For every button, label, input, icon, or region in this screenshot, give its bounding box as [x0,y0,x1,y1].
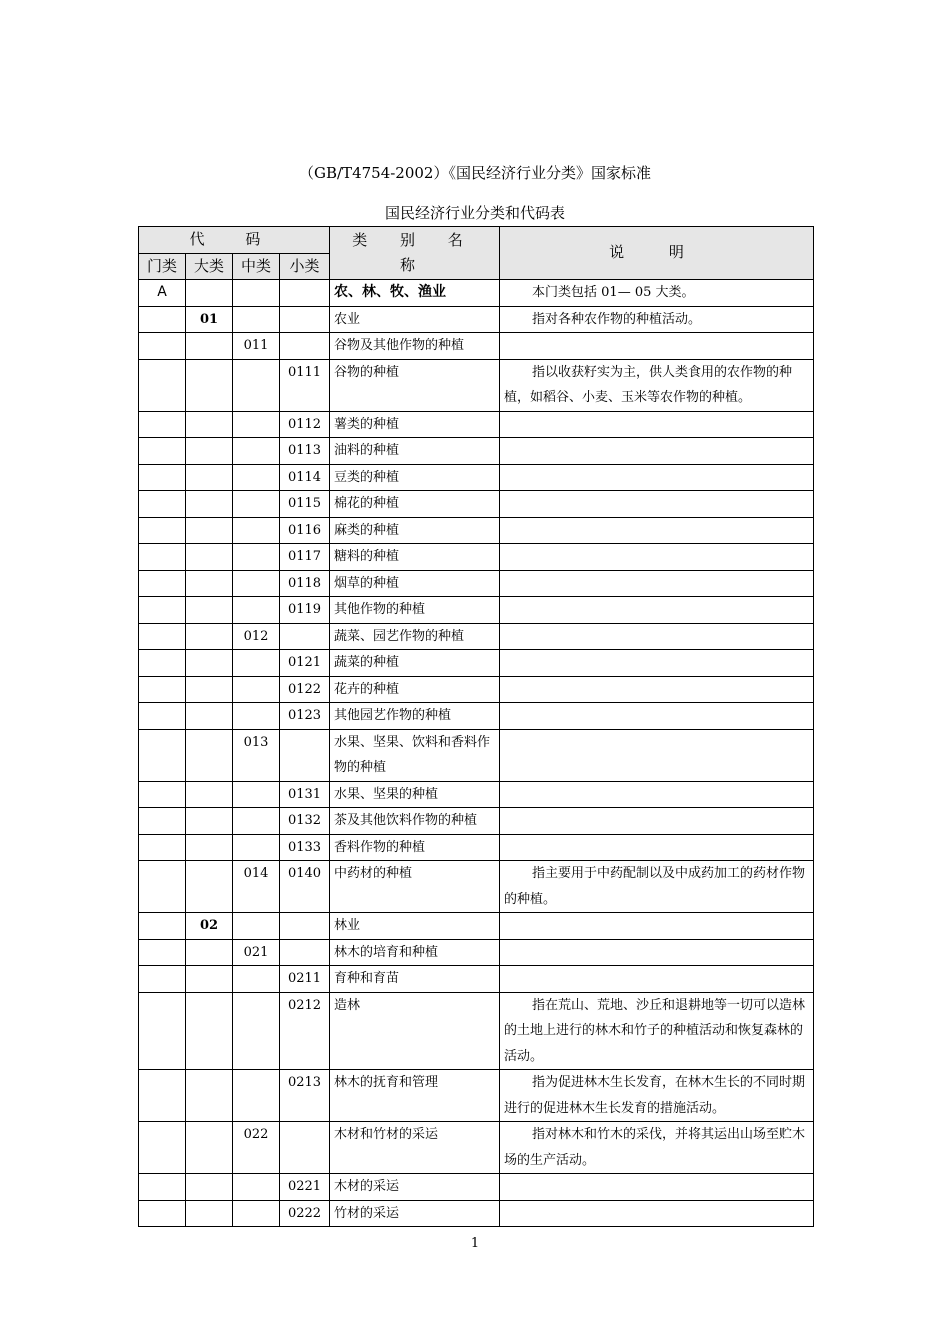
minor-code-cell: 0116 [280,517,330,544]
major-code-cell [186,570,233,597]
table-row [139,1200,814,1227]
table-row [139,992,814,1070]
gate-code-cell [139,1070,186,1122]
table-row [139,1122,814,1174]
gate-code-cell [139,623,186,650]
gate-code-cell [139,808,186,835]
description-text [504,655,532,670]
page-number: 1 [470,1236,480,1251]
minor-code-cell: 0222 [280,1200,330,1227]
gate-code-cell [139,781,186,808]
description-cell [500,703,814,730]
minor-code-cell [280,280,330,307]
major-code-cell [186,650,233,677]
category-name-cell: 其他作物的种植 [330,597,500,624]
description-cell [500,517,814,544]
minor-code-cell [280,939,330,966]
description-cell [500,280,814,307]
gate-code-cell [139,544,186,571]
major-code-cell [186,808,233,835]
table-row [139,491,814,518]
category-name-cell: 麻类的种植 [330,517,500,544]
table-row [139,597,814,624]
gate-code-cell [139,992,186,1070]
major-code-cell [186,411,233,438]
description-text [504,496,532,511]
gate-code-cell [139,966,186,993]
description-text [504,470,532,485]
category-name-cell: 林木的抚育和管理 [330,1070,500,1122]
gate-code-cell [139,464,186,491]
category-name-cell: 谷物及其他作物的种植 [330,333,500,360]
header-description: 说 明 [500,227,814,280]
gate-code-cell [139,570,186,597]
table-row [139,464,814,491]
category-name-cell: 农、林、牧、渔业 [330,280,500,307]
medium-code-cell [233,781,280,808]
description-text: 指主要用于中药配制以及中成药加工的药材作物的种植。 [504,866,806,907]
description-text [504,840,532,855]
description-cell [500,597,814,624]
description-text [504,443,532,458]
gate-code-cell [139,939,186,966]
table-row [139,411,814,438]
gate-code-cell [139,729,186,781]
medium-code-cell [233,570,280,597]
medium-code-cell [233,359,280,411]
medium-code-cell [233,1200,280,1227]
gate-code-cell: A [139,280,186,307]
gate-code-cell [139,913,186,940]
description-text: 指对各种农作物的种植活动。 [532,311,702,327]
minor-code-cell [280,623,330,650]
gate-code-cell [139,650,186,677]
description-text [504,417,532,432]
category-name-cell: 茶及其他饮料作物的种植 [330,808,500,835]
minor-code-cell: 0211 [280,966,330,993]
minor-code-cell: 0140 [280,861,330,913]
table-row [139,438,814,465]
description-cell [500,411,814,438]
medium-code-cell: 014 [233,861,280,913]
medium-code-cell [233,411,280,438]
medium-code-cell [233,597,280,624]
minor-code-cell: 0132 [280,808,330,835]
medium-code-cell [233,966,280,993]
major-code-cell [186,1200,233,1227]
description-cell [500,992,814,1070]
gate-code-cell [139,306,186,333]
category-name-cell: 烟草的种植 [330,570,500,597]
table-row [139,913,814,940]
header-xiao: 小类 [280,253,330,280]
table-body [139,280,814,1227]
description-cell [500,781,814,808]
description-cell [500,834,814,861]
description-cell [500,438,814,465]
major-code-cell [186,491,233,518]
medium-code-cell [233,992,280,1070]
medium-code-cell [233,438,280,465]
category-name-cell: 水果、坚果的种植 [330,781,500,808]
description-cell [500,623,814,650]
major-code-cell [186,544,233,571]
major-code-cell [186,703,233,730]
minor-code-cell: 0111 [280,359,330,411]
major-code-cell [186,1174,233,1201]
major-code-cell [186,280,233,307]
major-code-cell [186,333,233,360]
major-code-cell: 02 [186,913,233,940]
category-name-cell: 木材和竹材的采运 [330,1122,500,1174]
medium-code-cell [233,1174,280,1201]
medium-code-cell [233,464,280,491]
minor-code-cell: 0117 [280,544,330,571]
description-cell [500,491,814,518]
description-text [504,971,532,986]
description-text [504,1206,532,1221]
description-cell [500,333,814,360]
medium-code-cell: 021 [233,939,280,966]
medium-code-cell [233,1070,280,1122]
header-category-name: 类 别 名 称 [330,227,500,280]
category-name-cell: 育种和育苗 [330,966,500,993]
category-name-cell: 豆类的种植 [330,464,500,491]
medium-code-cell: 022 [233,1122,280,1174]
gate-code-cell [139,1174,186,1201]
description-cell [500,861,814,913]
category-name-cell: 棉花的种植 [330,491,500,518]
minor-code-cell: 0123 [280,703,330,730]
description-text [504,549,532,564]
description-cell [500,306,814,333]
header-zhong: 中类 [233,253,280,280]
category-name-cell: 水果、坚果、饮料和香料作物的种植 [330,729,500,781]
description-text: 指对林木和竹木的采伐，并将其运出山场至贮木场的生产活动。 [504,1127,806,1168]
major-code-cell [186,861,233,913]
table-row [139,570,814,597]
category-name-cell: 其他园艺作物的种植 [330,703,500,730]
table-row [139,1070,814,1122]
description-text [504,735,532,750]
table-row [139,676,814,703]
description-text: 指以收获籽实为主，供人类食用的农作物的种植，如稻谷、小麦、玉米等农作物的种植。 [504,364,793,405]
minor-code-cell: 0221 [280,1174,330,1201]
description-text [504,1179,532,1194]
table-row [139,703,814,730]
description-cell [500,808,814,835]
description-cell [500,966,814,993]
minor-code-cell: 0113 [280,438,330,465]
major-code-cell [186,517,233,544]
medium-code-cell [233,913,280,940]
major-code-cell [186,1070,233,1122]
description-cell [500,1200,814,1227]
category-name-cell: 谷物的种植 [330,359,500,411]
minor-code-cell: 0114 [280,464,330,491]
major-code-cell [186,1122,233,1174]
description-text: 本门类包括 01— 05 大类。 [532,285,695,300]
description-text [504,787,532,802]
minor-code-cell [280,1122,330,1174]
medium-code-cell [233,306,280,333]
major-code-cell [186,834,233,861]
minor-code-cell: 0119 [280,597,330,624]
description-text [504,813,532,828]
gate-code-cell [139,491,186,518]
category-name-cell: 蔬菜的种植 [330,650,500,677]
major-code-cell [186,939,233,966]
minor-code-cell: 0121 [280,650,330,677]
description-text: 指在荒山、荒地、沙丘和退耕地等一切可以造林的土地上进行的林木和竹子的种植活动和恢复森林的活动。 [504,997,806,1064]
medium-code-cell: 013 [233,729,280,781]
category-name-cell: 林木的培育和种植 [330,939,500,966]
medium-code-cell [233,280,280,307]
minor-code-cell: 0131 [280,781,330,808]
description-text [504,523,532,538]
description-text [504,602,532,617]
medium-code-cell [233,676,280,703]
category-name-cell: 油料的种植 [330,438,500,465]
description-cell [500,570,814,597]
category-name-cell: 农业 [330,306,500,333]
description-text [504,576,532,591]
category-name-cell: 花卉的种植 [330,676,500,703]
gate-code-cell [139,1200,186,1227]
minor-code-cell: 0133 [280,834,330,861]
major-code-cell [186,597,233,624]
table-row [139,861,814,913]
table-row [139,333,814,360]
medium-code-cell [233,491,280,518]
table-row [139,939,814,966]
minor-code-cell [280,913,330,940]
gate-code-cell [139,1122,186,1174]
major-code-cell [186,676,233,703]
description-text [504,629,532,644]
description-text [504,918,532,933]
medium-code-cell [233,544,280,571]
table-row [139,729,814,781]
minor-code-cell: 0212 [280,992,330,1070]
description-cell [500,729,814,781]
minor-code-cell: 0115 [280,491,330,518]
description-cell [500,464,814,491]
major-code-cell [186,359,233,411]
minor-code-cell: 0112 [280,411,330,438]
table-row [139,359,814,411]
gate-code-cell [139,834,186,861]
major-code-cell [186,623,233,650]
major-code-cell [186,729,233,781]
gate-code-cell [139,597,186,624]
table-row [139,306,814,333]
table-row [139,808,814,835]
table-row [139,517,814,544]
description-cell [500,676,814,703]
category-name-cell: 蔬菜、园艺作物的种植 [330,623,500,650]
table-row [139,781,814,808]
medium-code-cell: 012 [233,623,280,650]
category-name-cell: 糖料的种植 [330,544,500,571]
minor-code-cell: 0122 [280,676,330,703]
table-row [139,280,814,307]
header-da: 大类 [186,253,233,280]
description-cell [500,1122,814,1174]
medium-code-cell [233,703,280,730]
description-text: 指为促进林木生长发育，在林木生长的不同时期进行的促进林木生长发育的措施活动。 [504,1075,806,1116]
major-code-cell [186,992,233,1070]
major-code-cell: 01 [186,306,233,333]
medium-code-cell [233,834,280,861]
description-text [504,682,532,697]
major-code-cell [186,464,233,491]
gate-code-cell [139,438,186,465]
table-header [139,227,814,280]
gate-code-cell [139,411,186,438]
major-code-cell [186,966,233,993]
header-men: 门类 [139,253,186,280]
category-name-cell: 中药材的种植 [330,861,500,913]
description-cell [500,650,814,677]
minor-code-cell: 0118 [280,570,330,597]
description-cell [500,1174,814,1201]
gate-code-cell [139,359,186,411]
category-name-cell: 竹材的采运 [330,1200,500,1227]
industry-code-table [138,226,814,1227]
category-name-cell: 造林 [330,992,500,1070]
gate-code-cell [139,676,186,703]
gate-code-cell [139,861,186,913]
table-row [139,544,814,571]
table-row [139,1174,814,1201]
document-title: （GB/T4754-2002）《国民经济行业分类》国家标准 [299,164,651,182]
major-code-cell [186,781,233,808]
gate-code-cell [139,517,186,544]
table-title: 国民经济行业分类和代码表 [384,204,565,222]
category-name-cell: 木材的采运 [330,1174,500,1201]
header-code-group: 代 码 [139,227,330,254]
gate-code-cell [139,333,186,360]
medium-code-cell: 011 [233,333,280,360]
table-row [139,966,814,993]
description-cell [500,939,814,966]
category-name-cell: 林业 [330,913,500,940]
description-cell [500,544,814,571]
table-row [139,623,814,650]
description-cell [500,1070,814,1122]
medium-code-cell [233,650,280,677]
table-row [139,834,814,861]
minor-code-cell [280,333,330,360]
minor-code-cell: 0213 [280,1070,330,1122]
minor-code-cell [280,306,330,333]
category-name-cell: 香料作物的种植 [330,834,500,861]
minor-code-cell [280,729,330,781]
medium-code-cell [233,517,280,544]
category-name-cell: 薯类的种植 [330,411,500,438]
description-text [504,708,532,723]
medium-code-cell [233,808,280,835]
description-cell [500,359,814,411]
description-text [504,338,532,353]
description-cell [500,913,814,940]
gate-code-cell [139,703,186,730]
description-text [504,945,532,960]
table-row [139,650,814,677]
major-code-cell [186,438,233,465]
